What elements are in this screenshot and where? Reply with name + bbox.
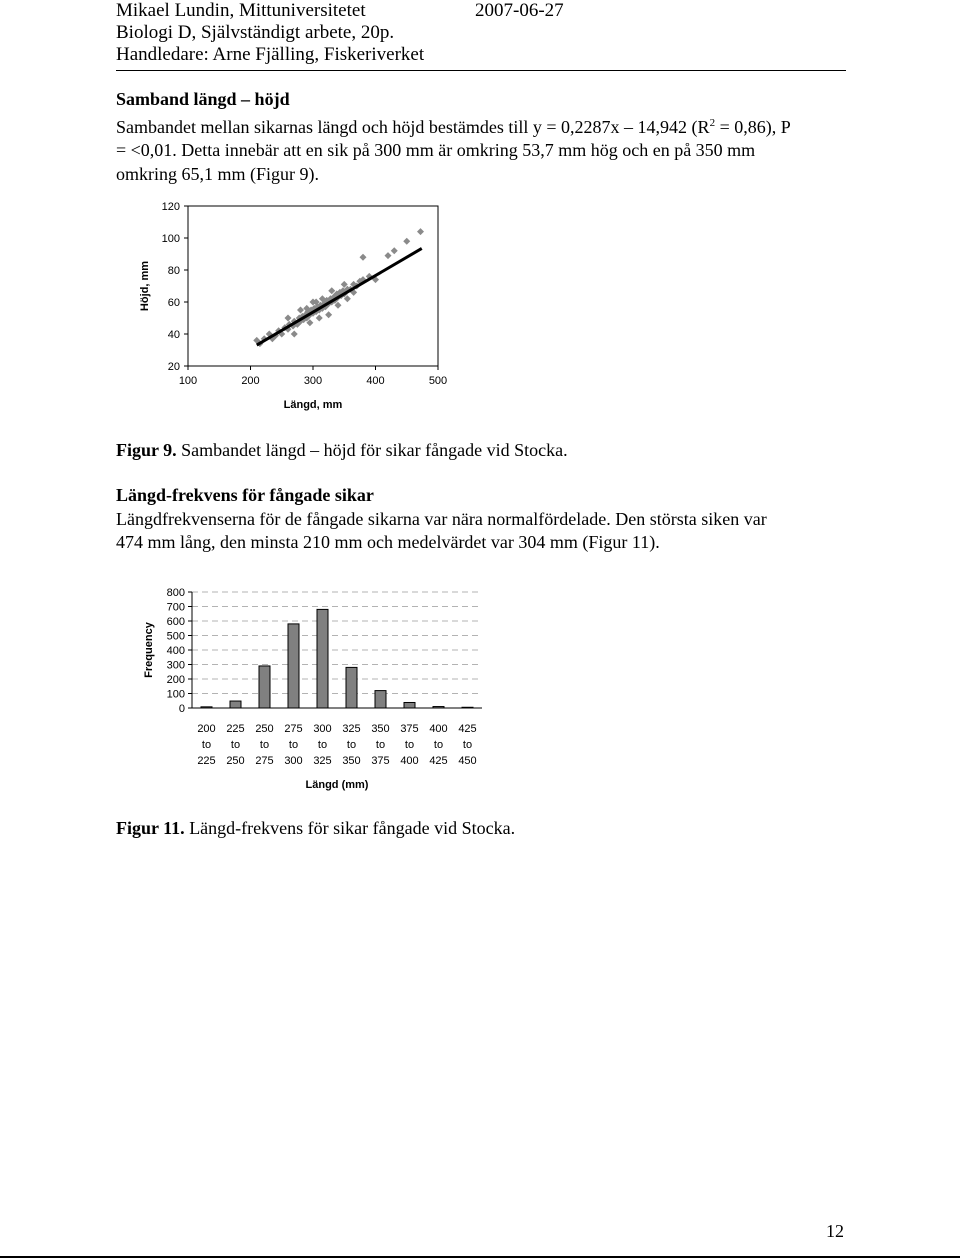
trend-line (257, 248, 422, 345)
y-tick-label: 60 (167, 297, 180, 309)
y-axis-label: Frequency (143, 622, 155, 678)
section1-line1-a: Sambandet mellan sikarnas längd och höjd bestämdes till y = 0,2287x – 14,942 (R (116, 116, 710, 137)
y-tick-label: 800 (166, 587, 185, 599)
x-axis-label: Längd (mm) (305, 779, 369, 791)
y-tick-label: 200 (166, 674, 185, 686)
x-tick-label: to (433, 739, 444, 751)
header-date: 2007-06-27 (475, 0, 564, 21)
x-tick-label: 325 (313, 755, 332, 767)
figure11-caption-label: Figur 11. (116, 818, 185, 838)
bar (230, 701, 241, 708)
x-tick-label: 275 (284, 723, 303, 735)
header-course: Biologi D, Självständigt arbete, 20p. (116, 22, 395, 43)
y-tick-label: 40 (167, 329, 180, 341)
data-point (360, 254, 367, 261)
scatter-plot-area (139, 201, 447, 411)
bar (433, 707, 444, 708)
x-tick-label: 275 (255, 755, 274, 767)
x-tick-label: 225 (226, 723, 245, 735)
section1-heading: Samband längd – höjd (116, 89, 290, 109)
x-tick-label: 350 (371, 723, 390, 735)
x-tick-label: to (346, 739, 357, 751)
section2-line1: Längdfrekvenserna för de fångade sikarna var nära normalfördelade. Den största siken var (116, 508, 767, 529)
x-tick-label: 225 (197, 755, 216, 767)
y-tick-label: 700 (166, 601, 185, 614)
section1-line3: omkring 65,1 mm (Figur 9). (116, 163, 319, 184)
y-tick-label: 80 (167, 265, 180, 277)
section2-heading: Längd-frekvens för fångade sikar (116, 485, 374, 505)
data-point (291, 331, 298, 338)
x-tick-label: 500 (428, 375, 448, 387)
x-tick-label: to (317, 739, 328, 751)
section1-line1 (116, 112, 846, 140)
x-tick-label: 325 (342, 723, 361, 735)
x-axis-label: Längd, mm (283, 399, 343, 411)
section1-line1-sup: 2 (709, 116, 716, 129)
bar (375, 691, 386, 708)
x-tick-label: 375 (371, 755, 390, 767)
data-point (325, 311, 332, 318)
x-tick-label: 200 (197, 723, 216, 735)
bar (404, 702, 415, 708)
bar (462, 707, 473, 708)
header-supervisor: Handledare: Arne Fjälling, Fiskeriverket (116, 44, 425, 65)
x-tick-label: to (288, 739, 299, 751)
header-author (116, 0, 366, 22)
figure9-caption-label: Figur 9. (116, 440, 177, 460)
section1-line1-b: = 0,86), P (715, 116, 791, 137)
scatter-chart (130, 190, 470, 420)
x-tick-label: 400 (400, 755, 419, 767)
figure11-caption-text: Längd-frekvens för sikar fångade vid Stocka. (184, 818, 516, 838)
footer-rule (0, 1256, 960, 1258)
y-tick-label: 500 (166, 630, 185, 643)
bar-plot-area (143, 587, 482, 791)
section1 (116, 88, 846, 186)
x-tick-label: 300 (313, 723, 332, 735)
bar (288, 624, 299, 708)
y-tick-label: 300 (166, 659, 185, 672)
data-point (316, 315, 323, 322)
section2-line2: 474 mm lång, den minsta 210 mm och medelvärdet var 304 mm (Figur 11). (116, 532, 660, 552)
bar (201, 707, 212, 708)
x-tick-label: 425 (429, 755, 448, 767)
x-tick-label: to (259, 739, 270, 751)
y-tick-label: 100 (161, 233, 180, 245)
section2 (116, 484, 846, 555)
bar (317, 609, 328, 708)
page-number: 12 (826, 1221, 844, 1241)
plot-frame (188, 206, 438, 366)
x-tick-label: to (230, 739, 241, 751)
x-tick-label: 250 (226, 755, 245, 767)
data-point (285, 315, 292, 322)
data-point (417, 228, 424, 235)
section1-line2: = <0,01. Detta innebär att en sik på 300 mm är omkring 53,7 mm hög och en på 350 mm (116, 140, 756, 160)
header-rule (116, 70, 846, 71)
x-tick-label: to (201, 739, 212, 751)
x-tick-label: 100 (178, 375, 198, 387)
x-tick-label: 400 (429, 723, 448, 735)
x-tick-label: 300 (284, 755, 303, 767)
y-tick-label: 20 (167, 361, 180, 373)
y-axis-label: Höjd, mm (139, 260, 151, 312)
x-tick-label: to (462, 739, 473, 751)
x-tick-label: 300 (303, 375, 323, 387)
x-tick-label: 250 (255, 723, 274, 735)
data-point (391, 247, 398, 254)
x-tick-label: 375 (400, 723, 419, 735)
x-tick-label: 450 (458, 755, 477, 767)
bar (259, 666, 270, 708)
x-tick-label: 425 (458, 723, 477, 735)
data-point (297, 307, 304, 314)
header-author-text: Mikael Lundin, Mittuniversitetet (116, 0, 366, 21)
y-tick-label: 0 (178, 703, 185, 715)
x-tick-label: 400 (366, 375, 385, 387)
data-point (403, 238, 410, 245)
figure9-caption-text: Sambandet längd – höjd för sikar fångade vid Stocka. (176, 440, 568, 460)
figure11-caption (116, 818, 515, 839)
data-point (385, 252, 392, 259)
x-tick-label: to (404, 739, 415, 751)
frequency-bar-chart (130, 578, 500, 798)
bar (346, 667, 357, 708)
x-tick-label: 200 (241, 375, 260, 387)
figure9-caption (116, 440, 568, 461)
x-tick-label: 350 (342, 755, 361, 767)
y-tick-label: 600 (166, 616, 185, 628)
y-tick-label: 400 (166, 645, 185, 657)
y-tick-label: 100 (166, 688, 185, 701)
x-tick-label: to (375, 739, 386, 751)
y-tick-label: 120 (161, 201, 180, 213)
